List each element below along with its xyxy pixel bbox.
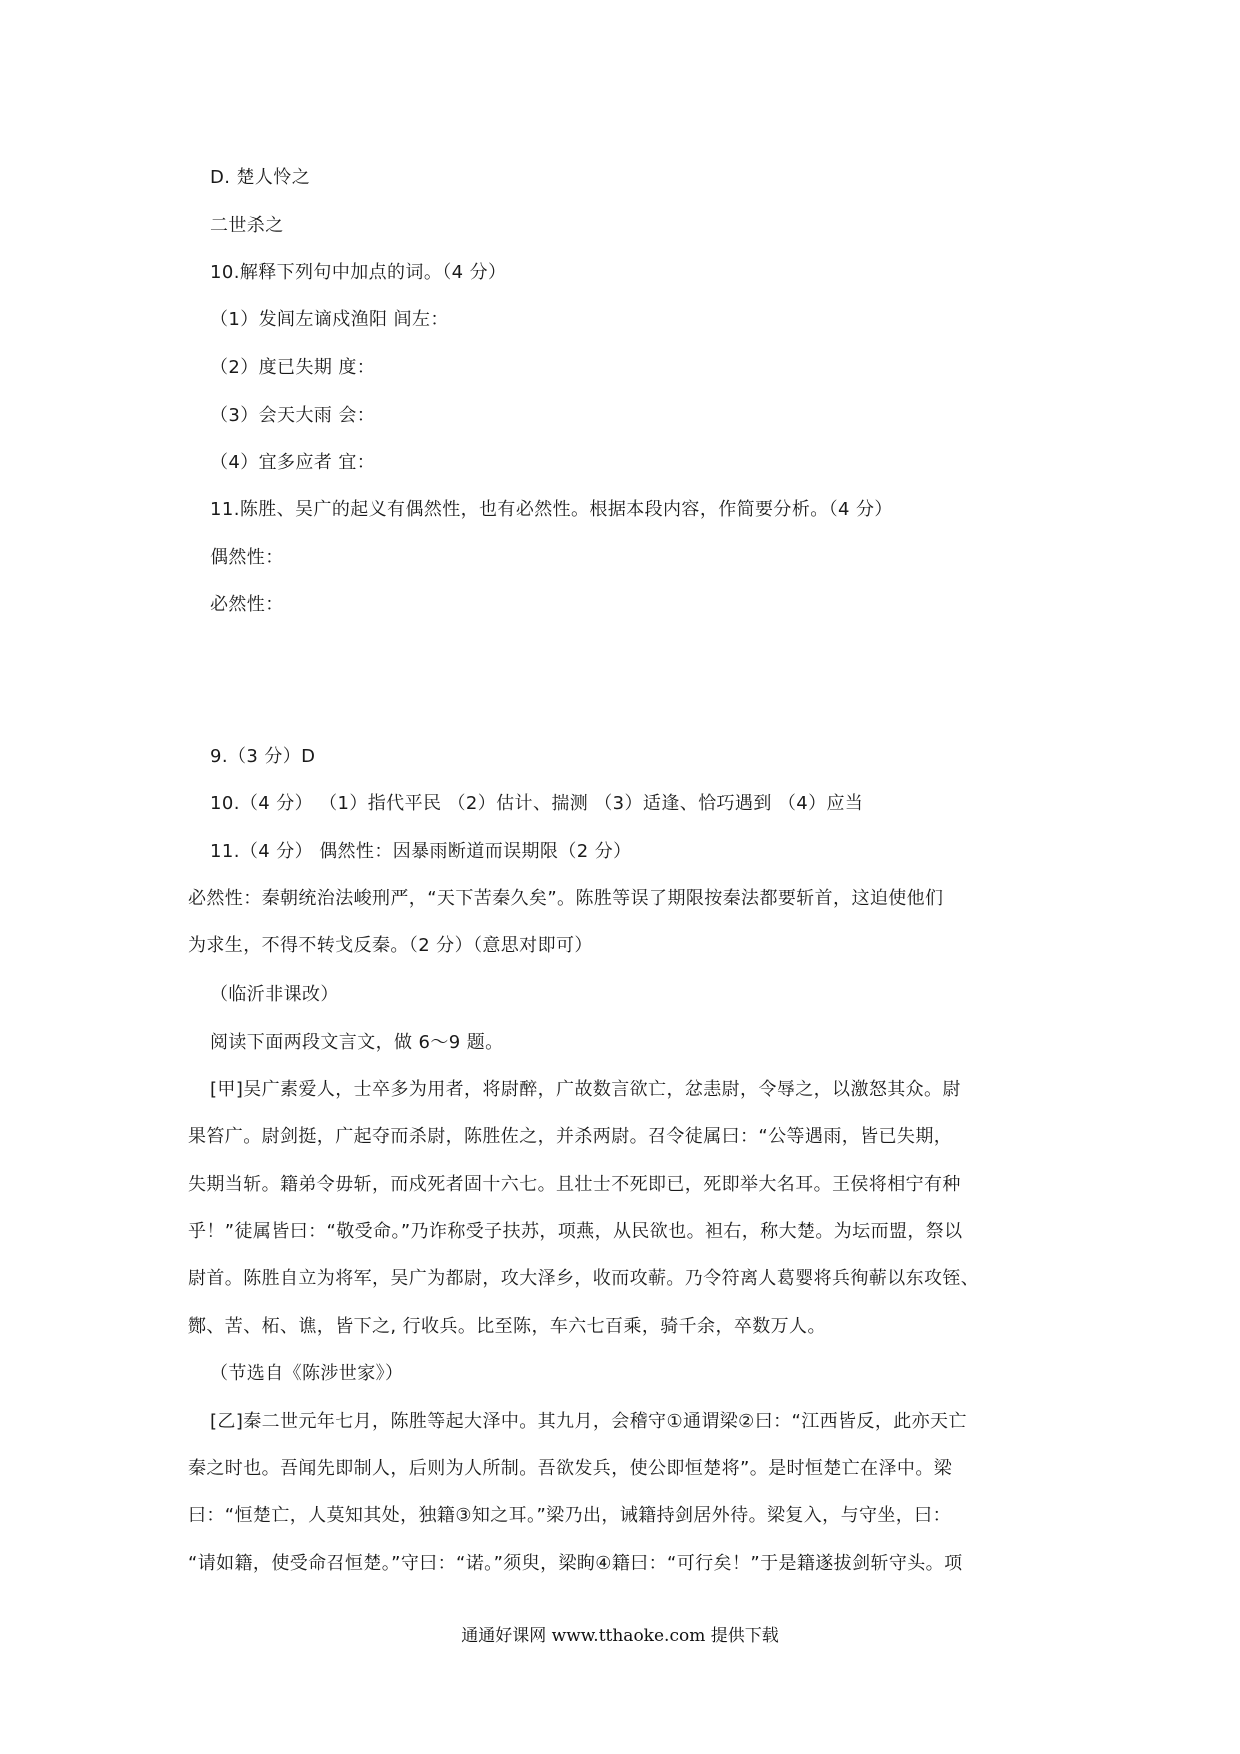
question-10-item-3: （3）会天大雨 会： bbox=[210, 405, 376, 426]
answer-11-necessity: 必然性：秦朝统治法峻刑严，“天下苦秦久矣”。陈胜等误了期限按秦法都要斩首，这迫使他们 bbox=[188, 888, 944, 909]
passage-yi-line-2: 秦之时也。吾闻先即制人，后则为人所制。吾欲发兵，使公即恒楚将”。是时恒楚亡在泽中。梁 bbox=[188, 1458, 953, 1479]
passage-jia-line-3: 失期当斩。籍弟令毋斩，而戍死者固十六七。且壮士不死即已，死即举大名耳。王侯将相宁有种 bbox=[188, 1174, 961, 1195]
passage-yi-line-3: 曰：“恒楚亡，人莫知其处，独籍③知之耳。”梁乃出，诫籍持剑居外待。梁复入，与守坐，曰： bbox=[188, 1505, 951, 1526]
passage-jia-line-5: 尉首。陈胜自立为将军，吴广为都尉，攻大泽乡，收而攻蕲。乃令符离人葛婴将兵徇蕲以东攻铚、 bbox=[188, 1268, 980, 1289]
passage-jia-line-6: 酂、苦、柘、谯，皆下之, 行收兵。比至陈，车六七百乘，骑千余，卒数万人。 bbox=[188, 1316, 826, 1337]
question-10-item-1: （1）发闾左谪戍渔阳 闾左： bbox=[210, 309, 449, 330]
page-footer: 通通好课网 www.tthaoke.com 提供下载 bbox=[461, 1626, 779, 1646]
question-10-item-4: （4）宜多应者 宜： bbox=[210, 452, 376, 473]
question-11-necessity-label: 必然性： bbox=[210, 594, 284, 615]
question-11-contingency-label: 偶然性： bbox=[210, 547, 284, 568]
option-d-continuation: 二世杀之 bbox=[210, 215, 284, 236]
answer-10: 10.（4 分） （1）指代平民 （2）估计、揣测 （3）适逢、恰巧遇到 （4）应当 bbox=[210, 793, 864, 814]
question-11-title: 11.陈胜、吴广的起义有偶然性，也有必然性。根据本段内容，作简要分析。（4 分） bbox=[210, 499, 893, 520]
question-10-item-2: （2）度已失期 度： bbox=[210, 357, 376, 378]
passage-jia-source: （节选自《陈涉世家》） bbox=[210, 1363, 404, 1384]
answer-9: 9.（3 分）D bbox=[210, 746, 316, 767]
passage-jia-line-4: 乎！”徒属皆曰：“敬受命。”乃诈称受子扶苏，项燕，从民欲也。袒右，称大楚。为坛而盟，祭以 bbox=[188, 1221, 963, 1242]
question-10-title: 10.解释下列句中加点的词。（4 分） bbox=[210, 262, 507, 283]
answer-11-contingency: 11.（4 分） 偶然性：因暴雨断道而误期限（2 分） bbox=[210, 841, 632, 862]
source-note: （临沂非课改） bbox=[210, 984, 339, 1005]
passage-yi-line-4: “请如籍，使受命召恒楚。”守曰：“诺。”须臾，梁眴④籍曰：“可行矣！”于是籍遂拔剑斩守头。项 bbox=[188, 1553, 963, 1574]
reading-instruction: 阅读下面两段文言文，做 6～9 题。 bbox=[210, 1032, 504, 1053]
answer-11-necessity-continued: 为求生，不得不转戈反秦。（2 分）（意思对即可） bbox=[188, 935, 593, 956]
passage-yi-line-1: [乙]秦二世元年七月，陈胜等起大泽中。其九月，会稽守①通谓梁②曰：“江西皆反，此亦天亡 bbox=[210, 1411, 967, 1432]
passage-jia-line-1: [甲]吴广素爱人，士卒多为用者，将尉醉，广故数言欲亡，忿恚尉，令辱之，以激怒其众。尉 bbox=[210, 1079, 961, 1100]
passage-jia-line-2: 果笞广。尉剑挺，广起夺而杀尉，陈胜佐之，并杀两尉。召令徒属曰：“公等遇雨，皆已失期， bbox=[188, 1126, 953, 1147]
option-d-line: D. 楚人怜之 bbox=[210, 167, 311, 188]
